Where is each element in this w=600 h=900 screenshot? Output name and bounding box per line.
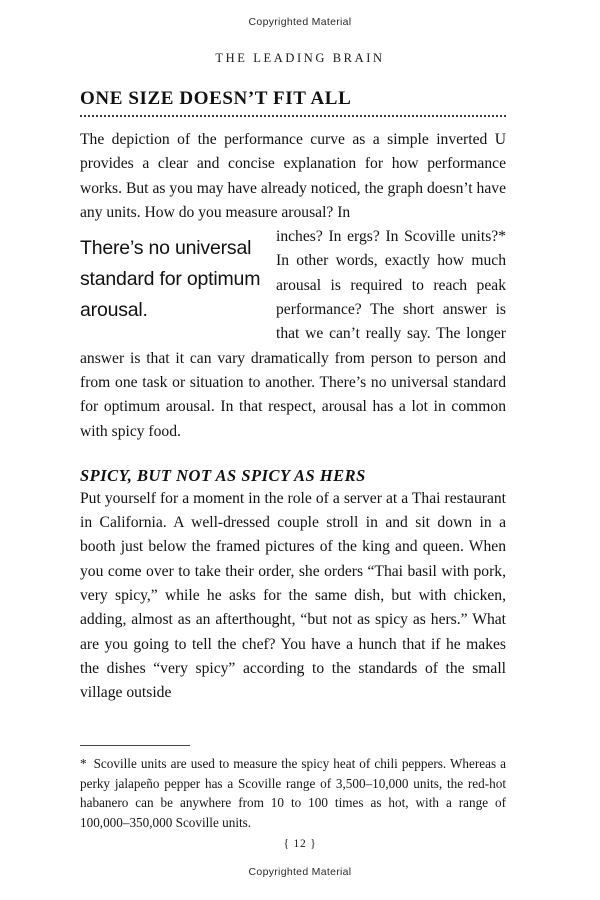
column-paragraph: inches? In ergs? In Scoville units?* In other words, exactly how much arousal is required to reach peak performance? The short answer is that we can’t really say. The longer answer is that it can vary dramatically from person to person and from one task or situation to another. There’s no universal standard for optimum arousal. In that respect, arousal has a lot in common with spicy food. <box>80 228 506 440</box>
footnote-marker: * <box>80 756 87 771</box>
page-content <box>80 88 506 706</box>
subsection-title: SPICY, BUT NOT AS SPICY AS HERS <box>80 465 366 485</box>
intro-paragraph: The depiction of the performance curve as a simple inverted U provides a clear and concise explanation for how performance works. But as you may have already noticed, the graph doesn’t have any units. How do you measure arousal? In <box>80 131 506 221</box>
footnote-text: Scoville units are used to measure the spicy heat of chili peppers. Whereas a perky jalapeño pepper has a Scoville range of 3,500–10,000 units, the red-hot habanero can be anywhere from 10 to 100 times as hot, with a range of 100,000–350,000 Scoville units. <box>80 756 506 830</box>
section-title: ONE SIZE DOESN’T FIT ALL <box>80 88 352 109</box>
pullquote-block <box>80 225 506 444</box>
subsection-paragraph: Put yourself for a moment in the role of a server at a Thai restaurant in California. A well-dressed couple stroll in and sit down in a booth just below the framed pictures of the king and queen. When you come over to take their order, she orders “Thai basil with pork, very spicy,” while he asks for the same dish, but with chicken, adding, almost as an afterthought, “but not as spicy as hers.” What are you going to tell the chef? You have a hunch that if he makes the dishes “very spicy” according to the standards of the small village outside <box>80 489 506 702</box>
running-head: THE LEADING BRAIN <box>215 51 385 65</box>
footnote-area <box>80 745 506 832</box>
pullquote: There’s no universal standard for optimum arousal. <box>80 237 261 322</box>
footnote-rule <box>80 745 190 746</box>
copyright-notice-bottom: Copyrighted Material <box>248 866 352 878</box>
section-divider <box>80 115 506 117</box>
footnote <box>80 754 506 832</box>
copyright-notice-top: Copyrighted Material <box>248 16 352 28</box>
page-number: { 12 } <box>283 838 317 850</box>
